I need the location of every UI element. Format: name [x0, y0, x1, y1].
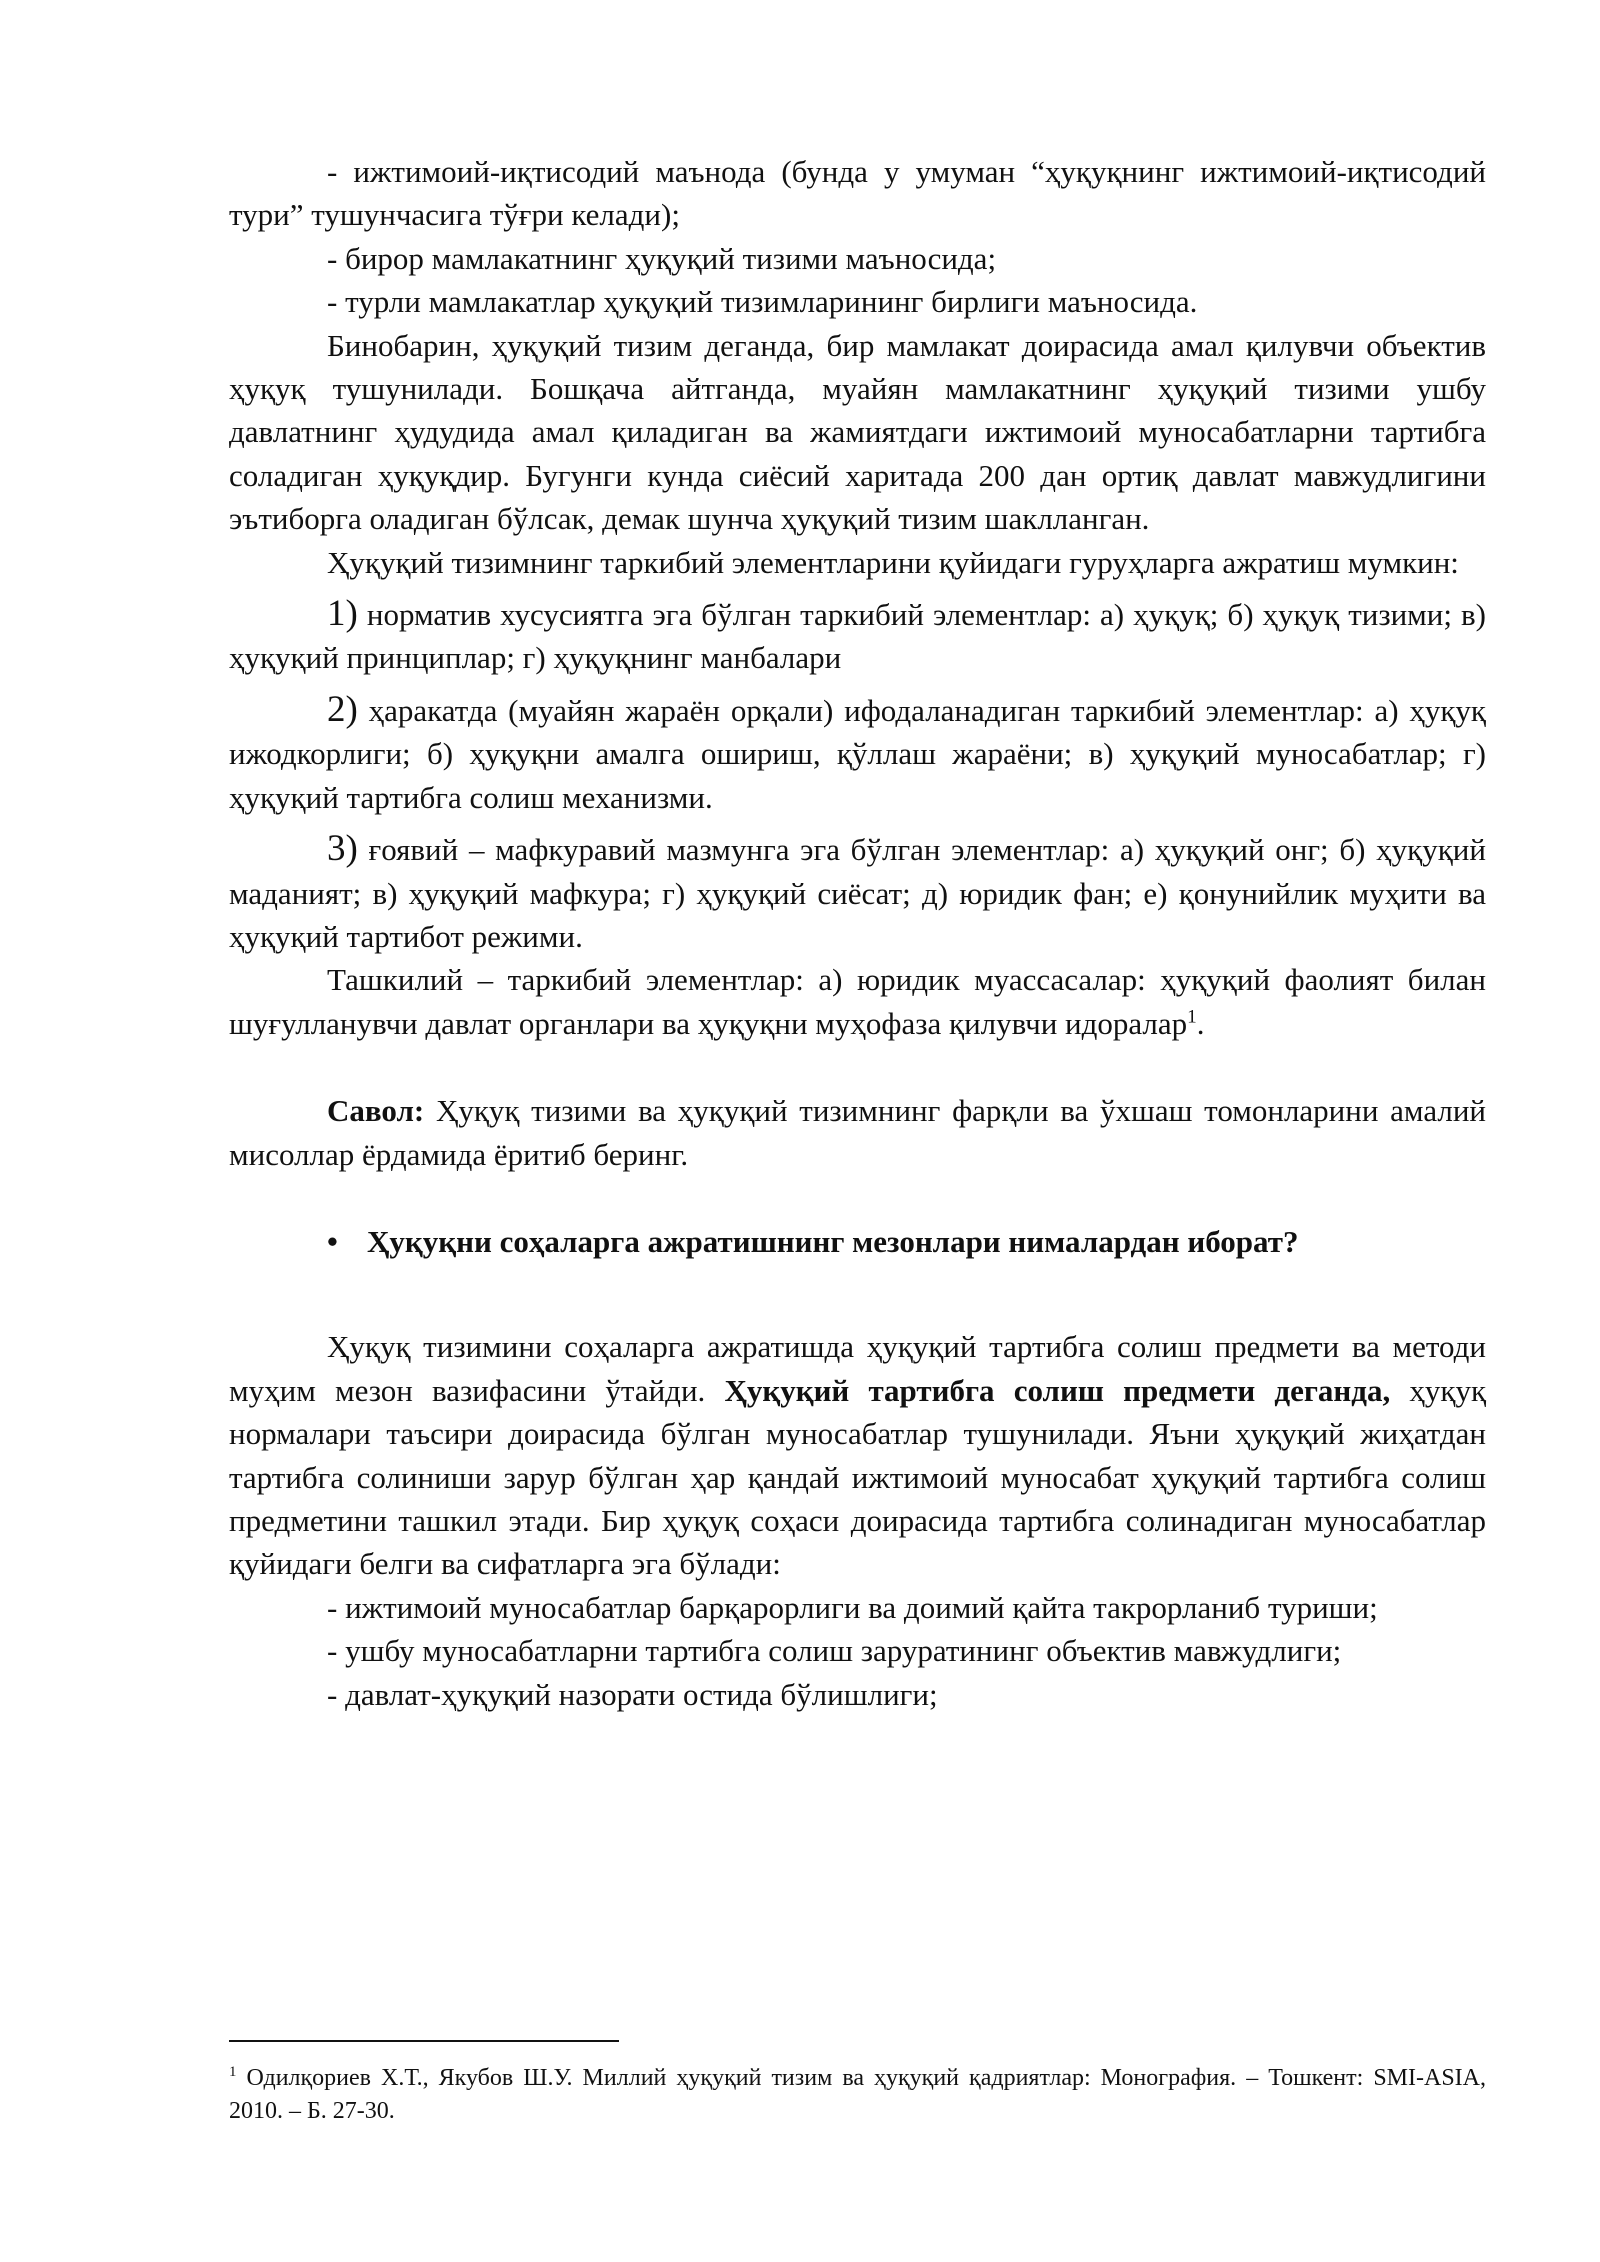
footnote-text: Одилқориев Х.Т., Якубов Ш.У. Миллий ҳуқуқий тизим ва ҳуқуқий қадриятлар: Монография. – Тошкент: SMI-ASIA, 2010. – Б. 27-30. [229, 2065, 1486, 2124]
paragraph-branch-criteria [229, 1325, 1486, 1585]
numbered-item-2 [229, 688, 1486, 819]
footnote-reference[interactable]: 1 [1187, 1006, 1197, 1028]
paragraph-text: Ташкилий – таркибий элементлар: а) юридик муассасалар: ҳуқуқий фаолият билан шуғулланувчи давлат органлари ва ҳуқуқни муҳофаза қилувчи идоралар [229, 962, 1486, 1041]
dash-item-many-countries: - турли мамлакатлар ҳуқуқий тизимларининг бирлиги маъносида. [327, 284, 1198, 320]
paragraph-organizational-elements [229, 958, 1486, 1045]
footnote-separator [229, 2040, 619, 2042]
document-body [229, 150, 1486, 1716]
item-text: ҳаракатда (муайян жараён орқали) ифодаланадиган таркибий элементлар: а) ҳуқуқ ижодкорлиги; б) ҳуқуқни амалга ошириш, қўллаш жараёни; в) ҳуқуқий муносабатлар; г) ҳуқуқий тартибга солиш механизми. [229, 692, 1486, 815]
bold-term: Ҳуқуқий тартибга солиш предмети деганда, [724, 1372, 1391, 1408]
question-label: Савол: [327, 1093, 425, 1129]
numbered-item-1 [229, 592, 1486, 680]
item-number: 3) [327, 828, 358, 870]
item-number: 2) [327, 688, 358, 730]
item-text: ғоявий – мафкуравий мазмунга эга бўлган элементлар: а) ҳуқуқий онг; б) ҳуқуқий маданият; в) ҳуқуқий мафкура; г) ҳуқуқий сиёсат; д) юридик фан; е) қонунийлик муҳити ва ҳуқуқий тартибот режими. [229, 832, 1486, 954]
section-heading [229, 1220, 1486, 1263]
footnote [229, 2062, 1486, 2128]
dash-item-objective-need: - ушбу муносабатларни тартибга солиш заруратининг объектив мавжудлиги; [327, 1633, 1342, 1669]
dash-item-stability: - ижтимоий муносабатлар барқарорлиги ва доимий қайта такрорланиб туриши; [327, 1589, 1378, 1625]
paragraph-text: ҳуқуқ нормалари таъсири доирасида бўлган муносабатлар тушунилади. Яъни ҳуқуқий жиҳатдан тартибга солиниши зарур бўлган ҳар қандай ижтимоий муносабат ҳуқуқий тартибга солиш предметини ташкил этади. Бир ҳуқуқ соҳаси доирасида тартибга солинадиган муносабатлар қуйидаги белги ва сифатларга эга бўлади: [229, 1372, 1486, 1582]
item-text: норматив хусусиятга эга бўлган таркибий элементлар: а) ҳуқуқ; б) ҳуқуқ тизими; в) ҳуқуқий принциплар; г) ҳуқуқнинг манбалари [229, 597, 1486, 676]
paragraph-elements-intro: Ҳуқуқий тизимнинг таркибий элементларини қуйидаги гуруҳларга ажратиш мумкин: [327, 544, 1459, 580]
bullet-icon: • [327, 1223, 338, 1259]
dash-item-state-control: - давлат-ҳуқуқий назорати остида бўлишлиги; [327, 1676, 938, 1712]
question-text: Ҳуқуқ тизими ва ҳуқуқий тизимнинг фарқли ва ўхшаш томонларини амалий мисоллар ёрдамида ёритиб беринг. [229, 1093, 1486, 1172]
paragraph-legal-system-definition: Бинобарин, ҳуқуқий тизим деганда, бир мамлакат доирасида амал қилувчи объектив ҳуқуқ тушунилади. Бошқача айтганда, муайян мамлакатнинг ҳуқуқий тизими ушбу давлатнинг ҳудудида амал қиладиган ва жамиятдаги ижтимоий муносабатларни тартибга соладиган ҳуқуқдир. Бугунги кунда сиёсий харитада 200 дан ортиқ давлат мавжудлигини эътиборга оладиган бўлсак, демак шунча ҳуқуқий тизим шаклланган. [229, 327, 1486, 537]
numbered-item-3 [229, 827, 1486, 958]
dash-item-socioeconomic: - ижтимоий-иқтисодий маънода (бунда у умуман “ҳуқуқнинг ижтимоий-иқтисодий тури” тушунчасига тўғри келади); [229, 154, 1486, 233]
paragraph-end: . [1196, 1005, 1205, 1041]
heading-text: Ҳуқуқни соҳаларга ажратишнинг мезонлари нималардан иборат? [367, 1223, 1299, 1259]
paragraph-text: Ҳуқуқ тизимини соҳаларга ажратишда ҳуқуқий тартибга солиш предмети ва методи муҳим мезон вазифасини ўтайди. [229, 1329, 1486, 1408]
question-paragraph [229, 1089, 1486, 1176]
footnote-mark: 1 [229, 2064, 237, 2080]
item-number: 1) [327, 593, 358, 635]
dash-item-one-country: - бирор мамлакатнинг ҳуқуқий тизими маъносида; [327, 240, 997, 276]
